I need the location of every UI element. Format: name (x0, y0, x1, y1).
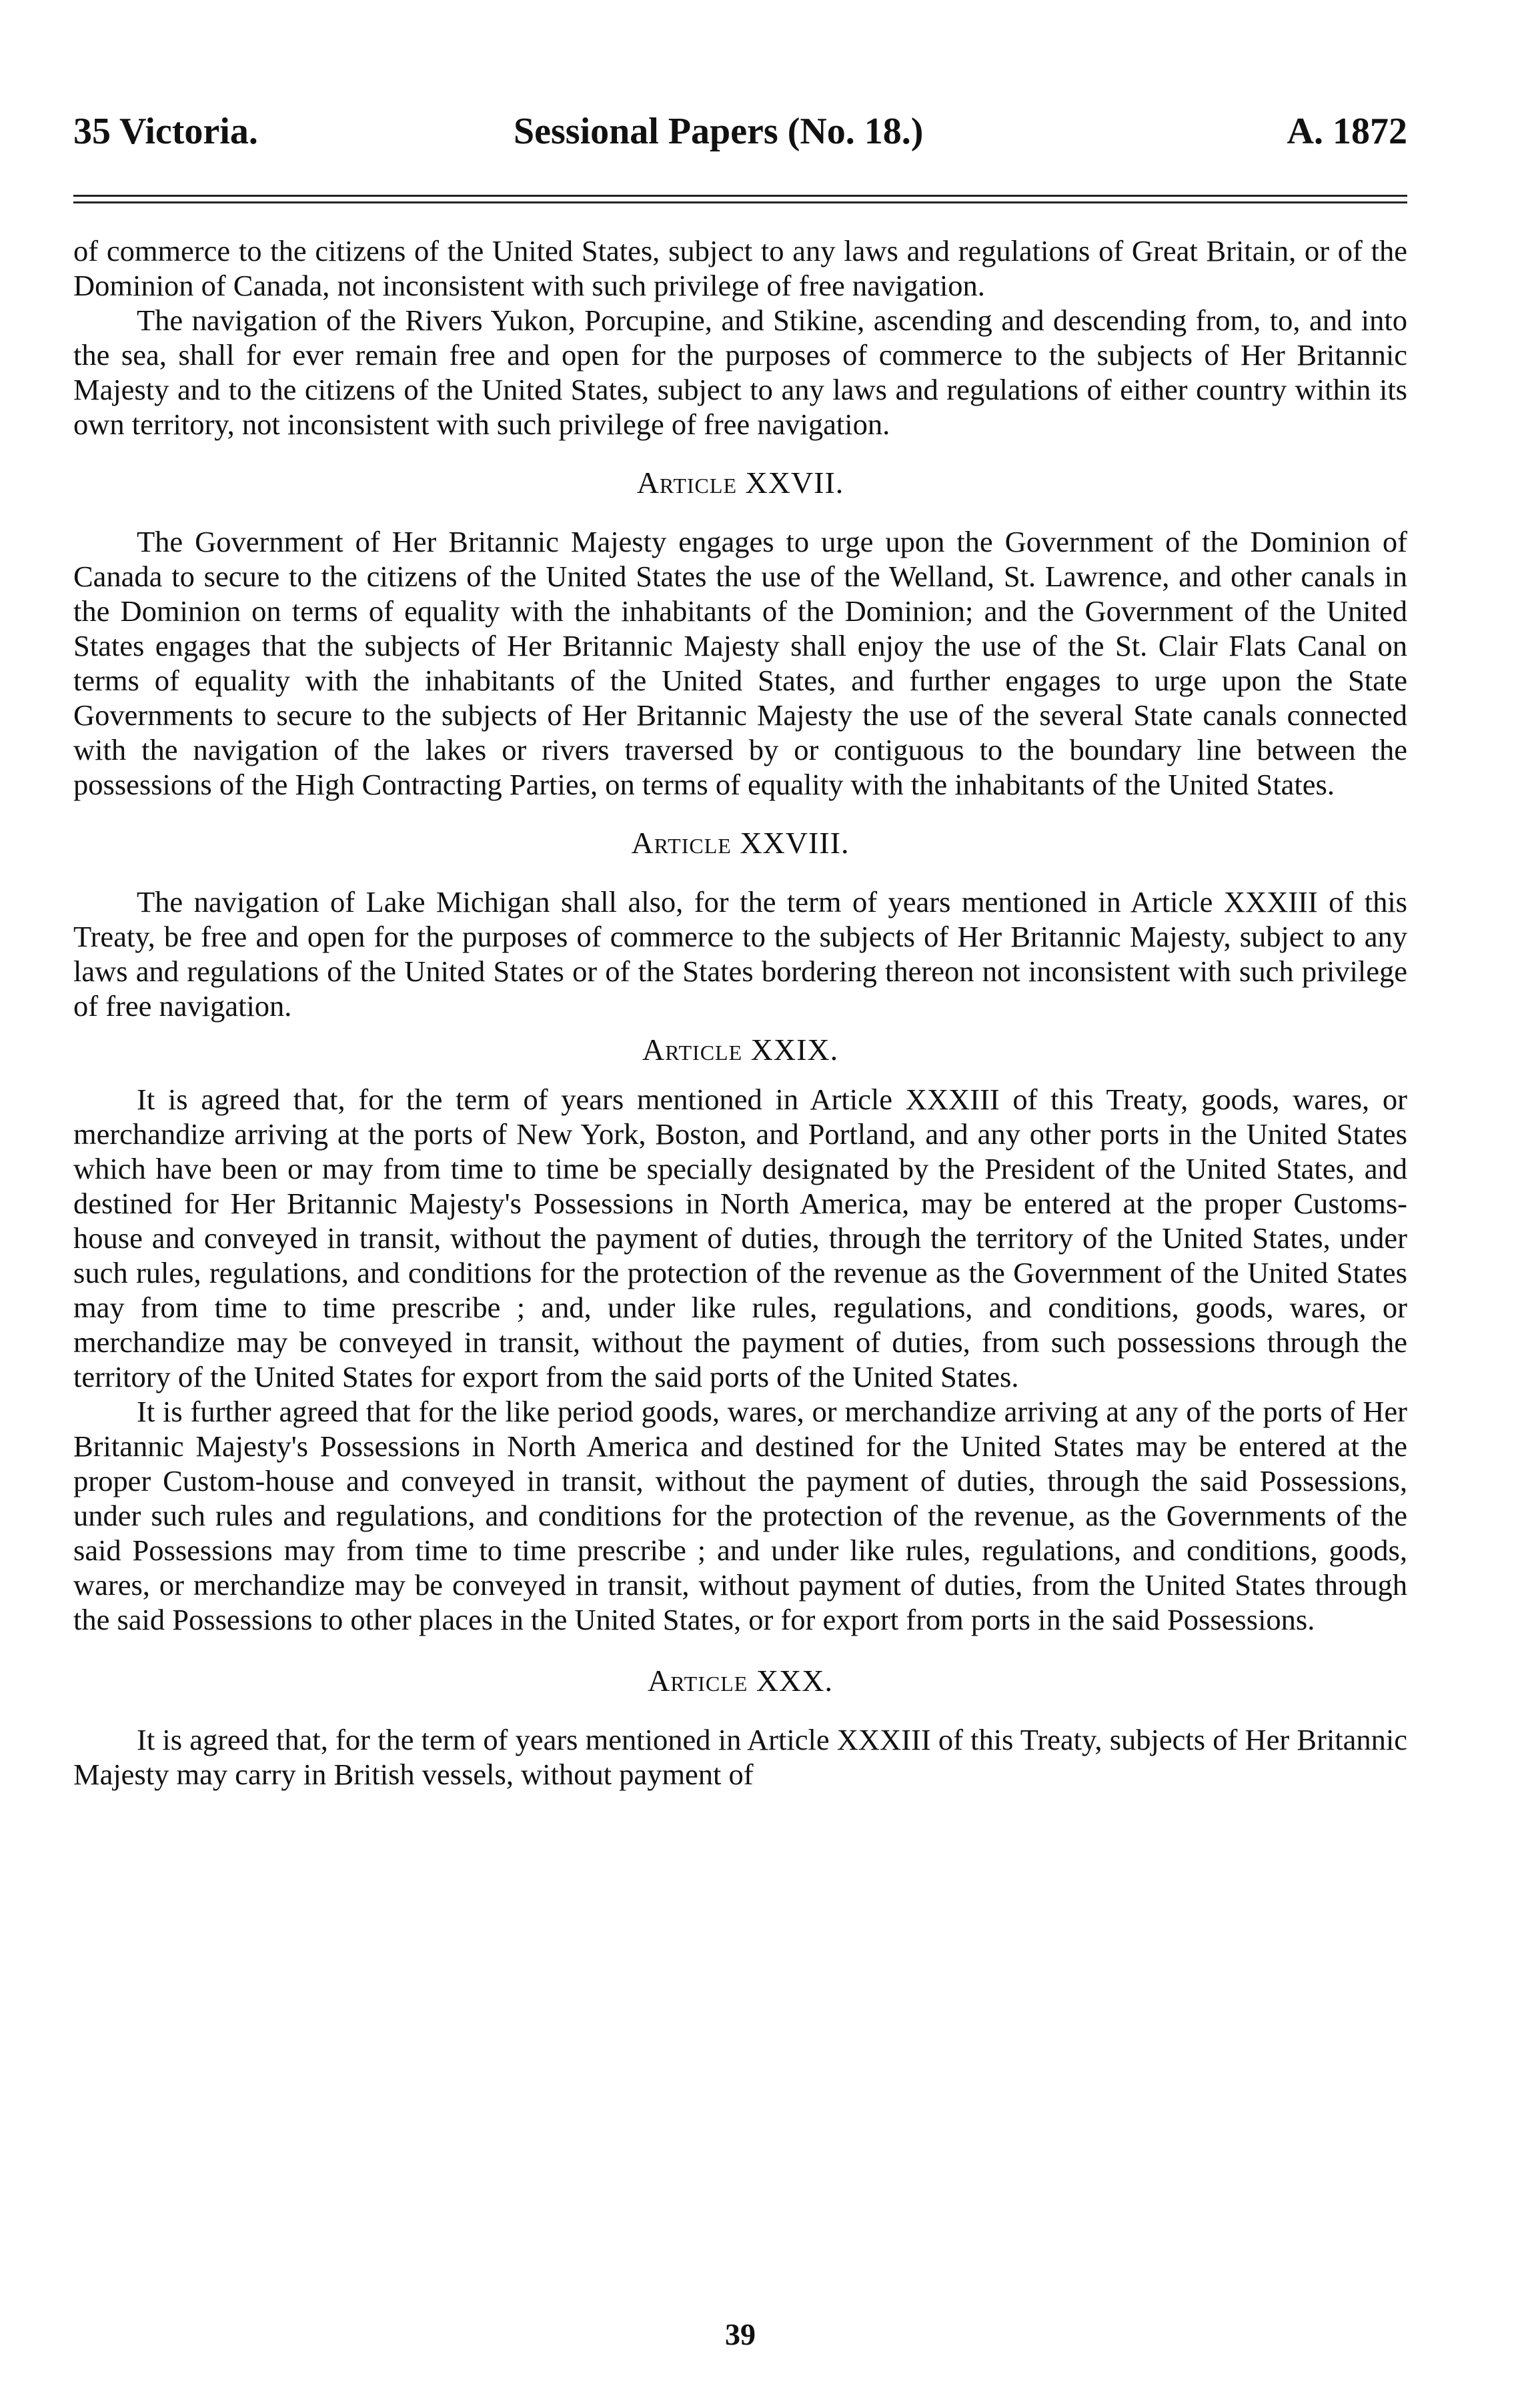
header-rule-top (73, 195, 1407, 197)
article-heading-word: Article (631, 826, 732, 860)
article-heading-number: XXX. (756, 1664, 833, 1698)
paragraph-continuation: of commerce to the citizens of the United States, subject to any laws and regulations of Great Britain, or of the Dominion of Canada, not inconsistent with such privilege of free navigation. (73, 234, 1407, 302)
header-year: A. 1872 (1287, 111, 1407, 152)
article-30-text: It is agreed that, for the term of years mentioned in Article XXXIII of this Treaty, subjects of Her Britannic Majesty may carry in British vessels, without payment of (73, 1723, 1407, 1791)
header-title: Sessional Papers (No. 18.) (514, 111, 924, 152)
document-body (73, 233, 1407, 1792)
article-heading-28 (73, 802, 1407, 884)
page-header (73, 110, 1407, 163)
article-heading-27 (73, 442, 1407, 524)
article-heading-word: Article (636, 466, 737, 500)
header-volume: 35 Victoria. (73, 111, 258, 152)
document-page (73, 0, 1407, 2408)
article-27-text: The Government of Her Britannic Majesty engages to urge upon the Government of the Dominion of Canada to secure to the citizens of the United States the use of the Welland, St. Lawrence, and other canals in the Dominion on terms of equality with the inhabitants of the Dominion; and the Government of the United States engages that the subjects of Her Britannic Majesty shall enjoy the use of the St. Clair Flats Canal on terms of equality with the inhabitants of the United States, and further engages to urge upon the State Governments to secure to the subjects of Her Britannic Majesty the use of the several State canals connected with the navigation of the lakes or rivers traversed by or contiguous to the boundary line between the possessions of the High Contracting Parties, on terms of equality with the inhabitants of the United States. (73, 525, 1407, 801)
article-heading-number: XXIX. (750, 1033, 839, 1067)
article-28-text: The navigation of Lake Michigan shall also, for the term of years mentioned in Article XXXIII of this Treaty, be free and open for the purposes of commerce to the subjects of Her Britannic Majesty, subject to any laws and regulations of the United States or of the States bordering thereon not inconsistent with such privilege of free navigation. (73, 885, 1407, 1023)
article-heading-30 (73, 1637, 1407, 1722)
article-29-text-1: It is agreed that, for the term of years mentioned in Article XXXIII of this Treaty, goods, wares, or merchandize arriving at the ports of New York, Boston, and Portland, and any other ports in the United States which have been or may from time to time be specially designated by the President of the United States, and destined for Her Britannic Majesty's Possessions in North America, may be entered at the proper Customs-house and conveyed in transit, without the payment of duties, through the territory of the United States, under such rules, regulations, and conditions for the protection of the revenue as the Government of the United States may from time to time prescribe ; and, under like rules, regulations, and conditions, goods, wares, or merchandize may be conveyed in transit, without the payment of duties, from such possessions through the territory of the United States for export from the said ports of the United States. (73, 1083, 1407, 1393)
header-rule-bottom (73, 201, 1407, 203)
article-heading-number: XXVII. (745, 466, 844, 500)
article-heading-word: Article (642, 1033, 743, 1067)
article-29-text-2: It is further agreed that for the like period goods, wares, or merchandize arriving at any of the ports of Her Britannic Majesty's Possessions in North America and destined for the United States may be entered at the proper Custom-house and conveyed in transit, without the payment of duties, through the said Possessions, under such rules and regulations, and conditions for the protection of the revenue, as the Governments of the said Possessions may from time to time prescribe ; and under like rules, regulations, and conditions, goods, wares, or merchandize may be conveyed in transit, without payment of duties, from the United States through the said Possessions to other places in the United States, or for export from ports in the said Possessions. (73, 1395, 1407, 1636)
article-heading-word: Article (648, 1664, 748, 1698)
article-heading-number: XXVIII. (740, 826, 850, 860)
paragraph-rivers-navigation: The navigation of the Rivers Yukon, Porcupine, and Stikine, ascending and descending from, to, and into the sea, shall for ever remain free and open for the purposes of commerce to the subjects of Her Britannic Majesty and to the citizens of the United States, subject to any laws and regulations of either country within its own territory, not inconsistent with such privilege of free navigation. (73, 304, 1407, 441)
article-heading-29 (73, 1023, 1407, 1082)
page-number: 39 (725, 2317, 756, 2351)
